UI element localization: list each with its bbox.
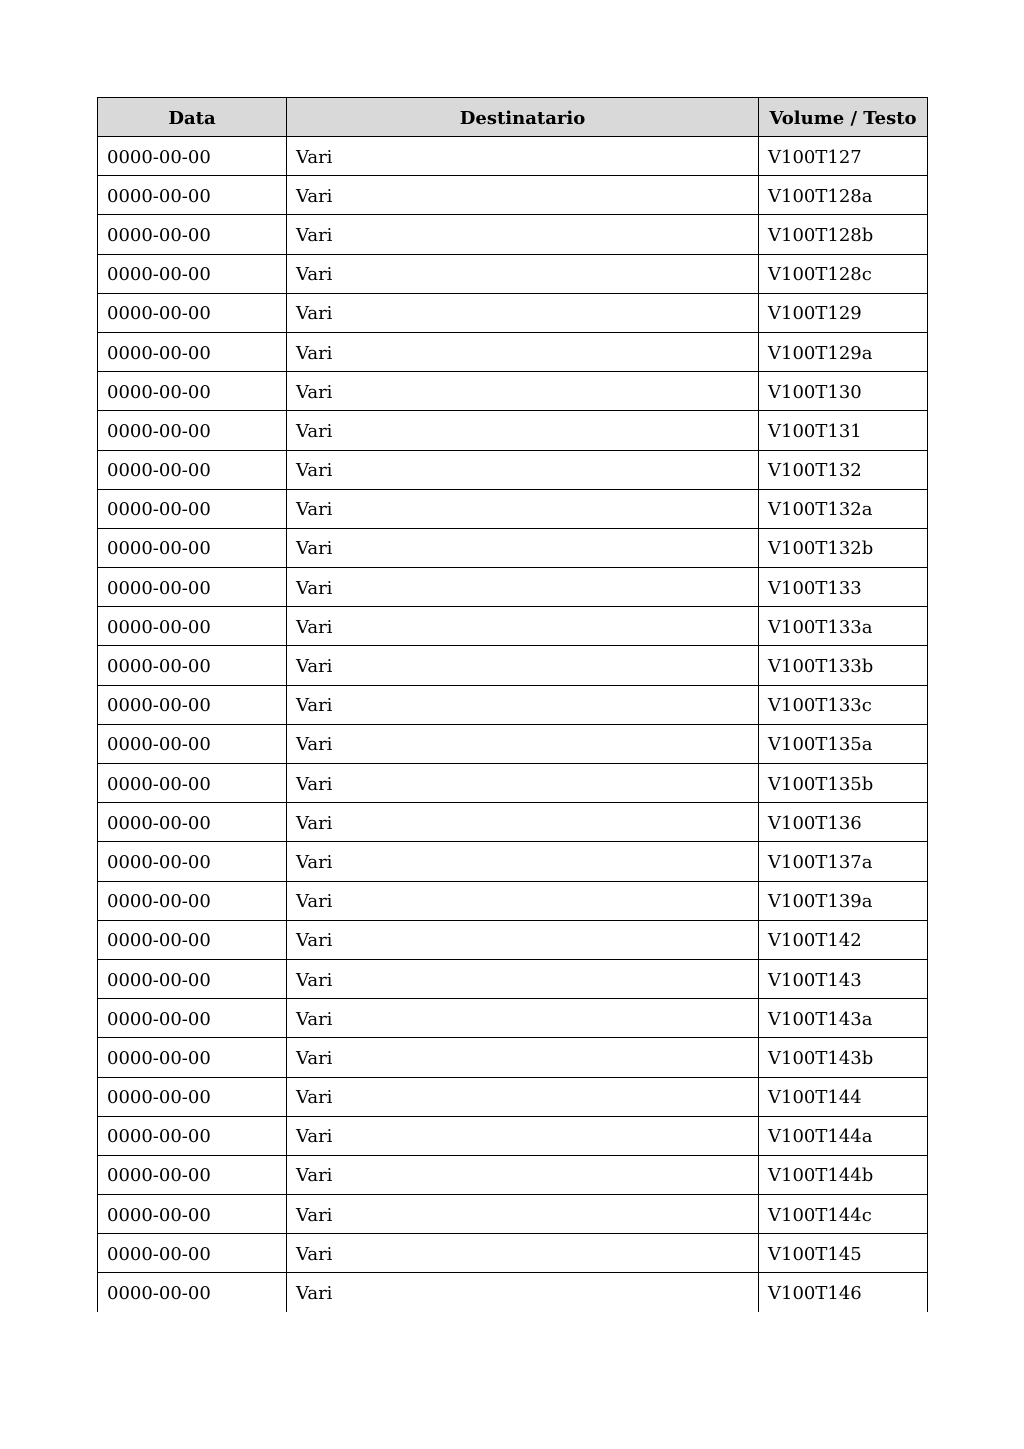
cell-recipient: Vari <box>287 528 759 567</box>
cell-volume-text: V100T144 <box>759 1077 928 1116</box>
table-row <box>98 489 928 528</box>
cell-volume-text: V100T133b <box>759 646 928 685</box>
cell-date: 0000-00-00 <box>98 685 287 724</box>
table-row <box>98 372 928 411</box>
cell-recipient: Vari <box>287 1195 759 1234</box>
cell-recipient: Vari <box>287 450 759 489</box>
cell-recipient: Vari <box>287 411 759 450</box>
table-row <box>98 411 928 450</box>
column-header-destinatario: Destinatario <box>287 98 759 137</box>
cell-volume-text: V100T131 <box>759 411 928 450</box>
table-row <box>98 1155 928 1194</box>
cell-volume-text: V100T135a <box>759 724 928 763</box>
cell-recipient: Vari <box>287 803 759 842</box>
cell-date: 0000-00-00 <box>98 803 287 842</box>
table-row <box>98 1195 928 1234</box>
cell-date: 0000-00-00 <box>98 764 287 803</box>
cell-volume-text: V100T137a <box>759 842 928 881</box>
cell-volume-text: V100T136 <box>759 803 928 842</box>
cell-date: 0000-00-00 <box>98 1234 287 1273</box>
table-row <box>98 450 928 489</box>
table-row <box>98 803 928 842</box>
column-header-data: Data <box>98 98 287 137</box>
cell-date: 0000-00-00 <box>98 176 287 215</box>
cell-recipient: Vari <box>287 920 759 959</box>
cell-volume-text: V100T128a <box>759 176 928 215</box>
table-row <box>98 724 928 763</box>
cell-date: 0000-00-00 <box>98 450 287 489</box>
cell-volume-text: V100T133 <box>759 568 928 607</box>
table-header <box>98 98 928 137</box>
cell-volume-text: V100T144c <box>759 1195 928 1234</box>
cell-date: 0000-00-00 <box>98 137 287 176</box>
table-row <box>98 215 928 254</box>
table-row <box>98 646 928 685</box>
cell-date: 0000-00-00 <box>98 215 287 254</box>
cell-date: 0000-00-00 <box>98 881 287 920</box>
cell-recipient: Vari <box>287 685 759 724</box>
cell-volume-text: V100T129a <box>759 332 928 371</box>
cell-recipient: Vari <box>287 215 759 254</box>
table-row <box>98 1038 928 1077</box>
table-row <box>98 999 928 1038</box>
cell-recipient: Vari <box>287 1038 759 1077</box>
cell-date: 0000-00-00 <box>98 489 287 528</box>
cell-date: 0000-00-00 <box>98 1273 287 1312</box>
cell-date: 0000-00-00 <box>98 920 287 959</box>
cell-date: 0000-00-00 <box>98 1077 287 1116</box>
cell-date: 0000-00-00 <box>98 724 287 763</box>
cell-volume-text: V100T127 <box>759 137 928 176</box>
table-row <box>98 842 928 881</box>
cell-recipient: Vari <box>287 1273 759 1312</box>
table-header-row <box>98 98 928 137</box>
cell-recipient: Vari <box>287 646 759 685</box>
cell-volume-text: V100T145 <box>759 1234 928 1273</box>
table-row <box>98 1273 928 1312</box>
column-header-volume-testo: Volume / Testo <box>759 98 928 137</box>
letters-table <box>97 97 928 1312</box>
table-body <box>98 137 928 1313</box>
cell-volume-text: V100T132a <box>759 489 928 528</box>
cell-recipient: Vari <box>287 607 759 646</box>
cell-volume-text: V100T130 <box>759 372 928 411</box>
cell-recipient: Vari <box>287 1155 759 1194</box>
cell-recipient: Vari <box>287 137 759 176</box>
cell-volume-text: V100T132b <box>759 528 928 567</box>
table-row <box>98 764 928 803</box>
cell-volume-text: V100T146 <box>759 1273 928 1312</box>
cell-recipient: Vari <box>287 764 759 803</box>
table-row <box>98 1116 928 1155</box>
cell-date: 0000-00-00 <box>98 411 287 450</box>
cell-recipient: Vari <box>287 254 759 293</box>
table-row <box>98 137 928 176</box>
cell-recipient: Vari <box>287 959 759 998</box>
cell-recipient: Vari <box>287 881 759 920</box>
cell-recipient: Vari <box>287 176 759 215</box>
cell-volume-text: V100T143 <box>759 959 928 998</box>
cell-volume-text: V100T143b <box>759 1038 928 1077</box>
cell-recipient: Vari <box>287 293 759 332</box>
table-row <box>98 1234 928 1273</box>
cell-recipient: Vari <box>287 842 759 881</box>
cell-volume-text: V100T139a <box>759 881 928 920</box>
cell-date: 0000-00-00 <box>98 1155 287 1194</box>
cell-date: 0000-00-00 <box>98 528 287 567</box>
cell-recipient: Vari <box>287 568 759 607</box>
cell-volume-text: V100T128c <box>759 254 928 293</box>
cell-volume-text: V100T135b <box>759 764 928 803</box>
cell-date: 0000-00-00 <box>98 959 287 998</box>
cell-recipient: Vari <box>287 1077 759 1116</box>
cell-date: 0000-00-00 <box>98 372 287 411</box>
table-row <box>98 1077 928 1116</box>
cell-volume-text: V100T133a <box>759 607 928 646</box>
table-row <box>98 528 928 567</box>
cell-volume-text: V100T132 <box>759 450 928 489</box>
cell-date: 0000-00-00 <box>98 646 287 685</box>
cell-volume-text: V100T144a <box>759 1116 928 1155</box>
table-row <box>98 607 928 646</box>
cell-date: 0000-00-00 <box>98 1116 287 1155</box>
cell-recipient: Vari <box>287 1234 759 1273</box>
cell-date: 0000-00-00 <box>98 254 287 293</box>
cell-volume-text: V100T143a <box>759 999 928 1038</box>
cell-date: 0000-00-00 <box>98 1195 287 1234</box>
table-row <box>98 959 928 998</box>
cell-volume-text: V100T129 <box>759 293 928 332</box>
cell-recipient: Vari <box>287 372 759 411</box>
table-row <box>98 881 928 920</box>
cell-date: 0000-00-00 <box>98 1038 287 1077</box>
cell-volume-text: V100T128b <box>759 215 928 254</box>
cell-recipient: Vari <box>287 332 759 371</box>
cell-date: 0000-00-00 <box>98 293 287 332</box>
table-row <box>98 685 928 724</box>
table-row <box>98 568 928 607</box>
cell-recipient: Vari <box>287 724 759 763</box>
cell-recipient: Vari <box>287 1116 759 1155</box>
cell-recipient: Vari <box>287 489 759 528</box>
table-row <box>98 293 928 332</box>
cell-date: 0000-00-00 <box>98 999 287 1038</box>
cell-volume-text: V100T142 <box>759 920 928 959</box>
cell-date: 0000-00-00 <box>98 607 287 646</box>
cell-volume-text: V100T144b <box>759 1155 928 1194</box>
table-row <box>98 920 928 959</box>
cell-recipient: Vari <box>287 999 759 1038</box>
table-row <box>98 332 928 371</box>
cell-date: 0000-00-00 <box>98 332 287 371</box>
cell-volume-text: V100T133c <box>759 685 928 724</box>
cell-date: 0000-00-00 <box>98 568 287 607</box>
table-row <box>98 176 928 215</box>
cell-date: 0000-00-00 <box>98 842 287 881</box>
table-row <box>98 254 928 293</box>
